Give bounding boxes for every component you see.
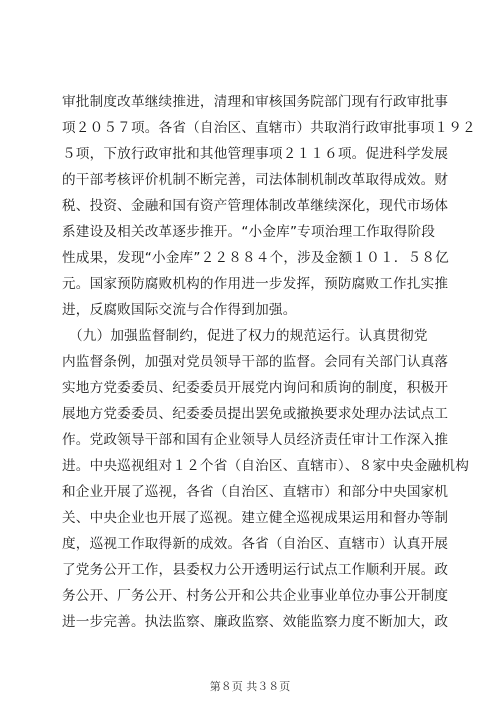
text-line: （九）加强监督制约，促进了权力的规范运行。认真贯彻党 (62, 328, 428, 344)
page-number-footer: 第８页 共３８页 (209, 680, 291, 693)
text-line: 关、中央企业也开展了巡视。建立健全巡视成果运用和督办等制 (62, 510, 449, 526)
paragraph-2 (62, 323, 470, 635)
text-line: 性成果，发现“小金库”２２８８４个，涉及金额１０１．５８亿 (62, 250, 449, 266)
text-line: 进，反腐败国际交流与合作得到加强。 (62, 302, 297, 318)
text-line: 的干部考核评价机制不断完善，司法体制机制改革取得成效。财 (62, 172, 449, 188)
text-line: 进一步完善。执法监察、廉政监察、效能监察力度不断加大，政 (62, 614, 449, 630)
text-line: 税、投资、金融和国有资产管理体制改革继续深化，现代市场体 (62, 198, 449, 214)
text-line: 内监督条例，加强对党员领导干部的监督。会同有关部门认真落 (62, 354, 449, 370)
text-line: 务公开、厂务公开、村务公开和公共企业事业单位办事公开制度 (62, 588, 449, 604)
text-line: 实地方党委委员、纪委委员开展党内询问和质询的制度，积极开 (62, 380, 449, 396)
text-line: ５项，下放行政审批和其他管理事项２１１６项。促进科学发展 (62, 146, 449, 162)
text-line: 度，巡视工作取得新的成效。各省（自治区、直辖市）认真开展 (62, 536, 449, 552)
text-line: 审批制度改革继续推进，清理和审核国务院部门现有行政审批事 (62, 94, 449, 110)
text-line: 和企业开展了巡视，各省（自治区、直辖市）和部分中央国家机 (62, 484, 449, 500)
text-line: 展地方党委委员、纪委委员提出罢免或撤换要求处理办法试点工 (62, 406, 449, 422)
text-line: 了党务公开工作，县委权力公开透明运行试点工作顺利开展。政 (62, 562, 449, 578)
paragraph-1 (62, 89, 476, 323)
text-line: 元。国家预防腐败机构的作用进一步发挥，预防腐败工作扎实推 (62, 276, 449, 292)
text-line: 作。党政领导干部和国有企业领导人员经济责任审计工作深入推 (62, 432, 449, 448)
text-line: 项２０５７项。各省（自治区、直辖市）共取消行政审批事项１９２ (62, 120, 476, 136)
text-line: 进。中央巡视组对１２个省（自治区、直辖市）、８家中央金融机构 (62, 458, 470, 474)
text-line: 系建设及相关改革逐步推开。“小金库”专项治理工作取得阶段 (62, 224, 436, 240)
